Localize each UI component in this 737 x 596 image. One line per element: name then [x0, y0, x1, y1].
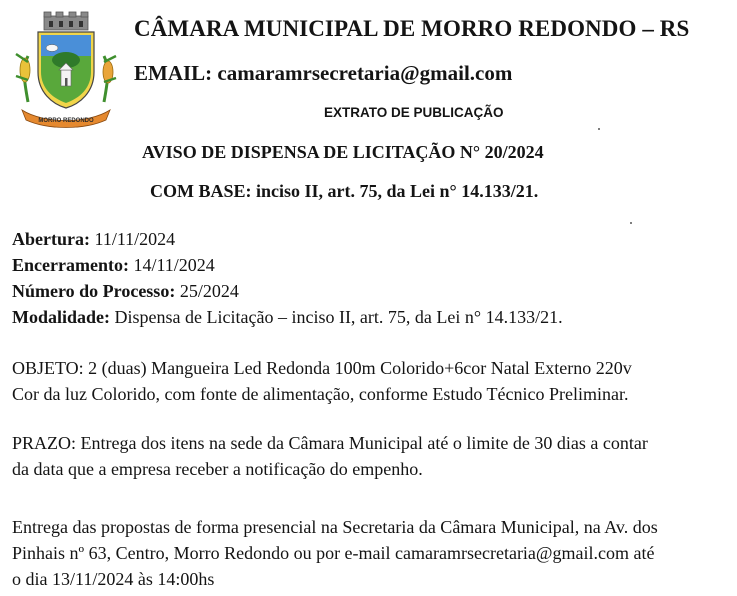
field-label: Número do Processo:: [12, 281, 176, 301]
entrega-paragraph: [12, 514, 732, 592]
scan-speck: [598, 128, 600, 130]
field-value: 11/11/2024: [89, 229, 176, 249]
field-label: Abertura:: [12, 229, 90, 249]
field-row-encerramento: [12, 252, 563, 278]
section-label: EXTRATO DE PUBLICAÇÃO: [324, 105, 504, 120]
paragraph-line: da data que a empresa receber a notificação do empenho.: [12, 459, 423, 479]
legal-basis: COM BASE: inciso II, art. 75, da Lei n° 14.133/21.: [150, 181, 539, 201]
page-title: CÂMARA MUNICIPAL DE MORRO REDONDO – RS: [134, 16, 690, 41]
field-row-abertura: [12, 226, 563, 252]
scan-speck: [630, 222, 632, 224]
municipal-crest-icon: [14, 10, 118, 128]
objeto-paragraph: [12, 355, 732, 407]
field-row-processo: [12, 278, 563, 304]
notice-title: AVISO DE DISPENSA DE LICITAÇÃO N° 20/2024: [142, 142, 544, 162]
paragraph-line: o dia 13/11/2024 às 14:00hs: [12, 569, 215, 589]
field-value: 25/2024: [175, 281, 239, 301]
contact-email: EMAIL: camaramrsecretaria@gmail.com: [134, 61, 513, 85]
field-value: 14/11/2024: [128, 255, 215, 275]
prazo-paragraph: [12, 430, 732, 482]
paragraph-line: Pinhais nº 63, Centro, Morro Redondo ou por e-mail camaramrsecretaria@gmail.com até: [12, 543, 655, 563]
field-value: Dispensa de Licitação – inciso II, art. 75, da Lei n° 14.133/21.: [110, 307, 563, 327]
field-label: Encerramento:: [12, 255, 129, 275]
field-label: Modalidade:: [12, 307, 111, 327]
paragraph-line: PRAZO: Entrega dos itens na sede da Câmara Municipal até o limite de 30 dias a contar: [12, 433, 648, 453]
crest-ribbon-text: MORRO REDONDO: [38, 118, 94, 124]
paragraph-line: Entrega das propostas de forma presencial na Secretaria da Câmara Municipal, na Av. dos: [12, 517, 658, 537]
notice-fields: [12, 226, 563, 330]
paragraph-line: OBJETO: 2 (duas) Mangueira Led Redonda 100m Colorido+6cor Natal Externo 220v: [12, 358, 632, 378]
field-row-modalidade: [12, 304, 563, 330]
paragraph-line: Cor da luz Colorido, com fonte de alimentação, conforme Estudo Técnico Preliminar.: [12, 384, 629, 404]
